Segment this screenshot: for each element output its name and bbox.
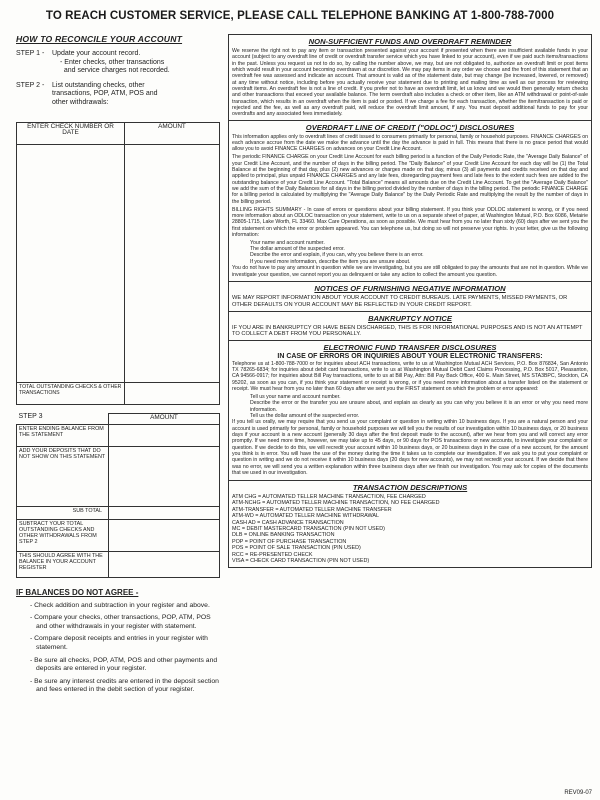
page-header: TO REACH CUSTOMER SERVICE, PLEASE CALL TELEPHONE BANKING AT 1-800-788-7000 [45, 10, 555, 22]
total-outstanding-label: TOTAL OUTSTANDING CHECKS & OTHER TRANSACTIONS [17, 382, 125, 404]
col-check-number: ENTER CHECK NUMBER OR DATE [17, 122, 125, 144]
step3-deposits-label: ADD YOUR DEPOSITS THAT DO NOT SHOW ON THIS STATEMENT [17, 446, 109, 506]
disagree-item: - Be sure any interest credits are entered in the deposit section and fees entered in the debit section of your register. [30, 677, 219, 694]
eft-item: Describe the error or the transfer you are unsure about, and explain as clearly as you can why you believe it is an error or why you need more information. [250, 400, 588, 413]
reconcile-title: HOW TO RECONCILE YOUR ACCOUNT [16, 34, 183, 44]
eft-item: Tell us the dollar amount of the suspected error. [250, 412, 360, 419]
nsf-title: NON-SUFFICIENT FUNDS AND OVERDRAFT REMINDER [308, 37, 512, 46]
check-number-entry-area[interactable] [17, 144, 125, 382]
step1-bullet-1: - Enter checks, other transactions [60, 58, 165, 66]
eft-para-1: Telephone us at 1-800-788-7000 or for inquiries about ACH transactions, write to us at Washington Mutual ACH Services, P.O. Box 876834, San Antonio TX 78265-6834; for inquiries about debit card transactions, write to us at Washington Mutual Debit Card Claims Processing, P.O. Box 5017, Pleasanton, CA 94566-0917; for inquiries about Bill Pay transactions, write to us at Bill Pay, Attn: Bill Pay Back Office, 400 E. Main Street, MS STA3BPC, Stockton, CA 95202, as soon as you can, if you think your statement or receipt is wrong, or if you need more information about a transfer listed on the statement or receipt. We must hear from you no later than 60 days after we sent you the FIRST statement on which the problem or error appeared: [232, 360, 588, 393]
odloc-para-1: This information applies only to overdraft lines of credit issued to consumers primarily for personal, family or household purposes. FINANCE CHARGES on each advance accrue from the date we make the advance until the day the advance is paid in full. This means that there is no grace period that would allow you to avoid FINANCE CHARGES on advances on your Credit Line Account. [232, 133, 588, 153]
check-amount-entry-area[interactable] [125, 144, 220, 382]
step3-table [16, 413, 220, 578]
odloc-item: Describe the error and explain, if you can, why you believe there is an error. [250, 252, 424, 259]
reconcile-column [16, 34, 220, 699]
step3-subtract-field[interactable] [109, 519, 220, 551]
odloc-item: If you need more information, describe the item you are unsure about. [250, 258, 411, 265]
step3-deposits-field[interactable] [109, 446, 220, 506]
nsf-text: We reserve the right not to pay any item or transaction presented against your account if presented when there are insufficient available funds in your account (subject to any overdraft line of credit or overdraft transfer service which you have linked to your account), even if we paid such items/transactions in the past. Unless you request us not to do so, by calling the number above, we may, but are not obligated to, authorize an overdraft limit or post items which would result in your account becoming overdrawn at our discretion. We may pay items in any order we choose and the front of this statement that an overdraft fee was assessed and indicate an account. That amount is valid as of the statement date, but may change (be increased, lowered, or removed) at any time without notice, including before you actually receive your statement due to printing and mailing time as well as our process for reviewing overdraft items. An overdraft fee is not a line of credit. If you prefer not to have an overdraft limit, let us know and we would then generally return checks and other transactions that exceed your available balance. The term overdraft also includes a check or other item, like an ATM withdrawal or point-of-sale transaction, which results in an overdraft when the item is paid or posted. If we charge a fee for each transaction, whether the item/transaction is paid or rejected and the fee, as well as any overdraft paid, will reduce the overdraft limit amount, if any. You must deposit additional funds to pay for your overdrafts and any associated fees immediately. [232, 48, 588, 118]
negative-info-text: WE MAY REPORT INFORMATION ABOUT YOUR ACCOUNT TO CREDIT BUREAUS. LATE PAYMENTS, MISSED PAYMENTS, OR OTHER DEFAULTS ON YOUR ACCOUNT MAY BE REFLECTED IN YOUR CREDIT REPORT. [232, 295, 568, 308]
bankruptcy-text: IF YOU ARE IN BANKRUPTCY OR HAVE BEEN DISCHARGED, THIS IS FOR INFORMATIONAL PURPOSES AND IS NOT AN ATTEMPT TO COLLECT A DEBT FROM YOU PERSONALLY. [232, 324, 583, 338]
outstanding-checks-table [16, 122, 220, 405]
bankruptcy-section [228, 312, 592, 341]
transactions-title: TRANSACTION DESCRIPTIONS [352, 482, 468, 492]
disagree-item: - Check addition and subtraction in your register and above. [30, 601, 210, 609]
odloc-item: The dollar amount of the suspected error. [250, 246, 345, 253]
eft-para-2: If you tell us orally, we may require that you send us your complaint or question in writing within 10 business days. If you are a natural person and your account is used primarily for personal, family or household purposes we will tell you the results of our investigation within 10 business days, or 20 business days if your account is a new account (generally 30 days after the first deposit made to the account), after we hear from you and will correct any error promptly. If we need more time, however, we may take up to 45 days, or 90 days for POS transactions or new accounts, to investigate your complaint or question. If we decide to do this, we will recredit your account within 10 business days, or 20 business days in the case of a new account, for the amount you think is in error. You will have the use of the money during the time it takes us to complete our investigation. If we ask you to put your complaint or question in writing and we do not receive it within 10 business days (20 days for new accounts), we may not recredit your account. If we decide that there was no error, we will send you a written explanation within three business days after we finish our investigation. You may ask for copies of the documents that we used in our investigation. [232, 419, 588, 477]
odloc-para-3: BILLING RIGHTS SUMMARY - In case of errors or questions about your billing statement. If you think your ODLOC statement is wrong, or if you need more information about an ODLOC transaction on your statement, write to us on a separate sheet of paper, at Washington Mutual, P.O. Box 6086, Metairie 28805-1715, Lake Worth, FL 33460. Max Care Operations, as soon as possible. We must hear from you no later than sixty (60) days after we sent you the first statement on which the error or problem appeared. You can telephone us, but doing so will not preserve your rights. In your letter, give us the following information: [232, 206, 588, 238]
step2 [16, 82, 220, 91]
transaction-item: ATM-WD = AUTOMATED TELLER MACHINE WITHDRAWAL [232, 513, 380, 520]
step3-ending-balance-label: ENTER ENDING BALANCE FROM THE STATEMENT [17, 424, 109, 446]
odloc-section [228, 121, 592, 283]
transactions-section [228, 481, 592, 568]
negative-info-section [228, 282, 592, 311]
odloc-body [229, 133, 591, 282]
transaction-item: POS = POINT OF SALE TRANSACTION (PIN USED) [232, 545, 361, 552]
odloc-para-2: The periodic FINANCE CHARGE on your Credit Line Account for each billing period is a function of the Daily Periodic Rate, the "Average Daily Balance" of your Credit Line Account, and the number of days in the billing period. The "Daily Balance" of your Credit Line Account for each day will be (1) the Total Balance at the beginning of that day, plus (2) new advances or charges made on that day, minus (3) all payments and credits received on that day and applied to principal, plus unpaid FINANCE CHARGES and any late fees, disregarding payment fees and late fees to the extent such fees are added to the outstanding balance of your Credit Line Account. "Total Balance" means all amounts due on the Credit Line Account. To get the "Average Daily Balance" we add the sum of the Daily Balances for all days in the billing period divided by the number of days in the billing period. The periodic FINANCE CHARGE for a billing period is calculated by multiplying the "Average Daily Balance" by the Daily Periodic Rate and multiplying the result by the number of days in the billing period. [232, 154, 588, 205]
total-outstanding-field[interactable] [125, 382, 220, 404]
step2-text: List outstanding checks, other [52, 81, 145, 89]
step2-line-2: other withdrawals: [52, 98, 109, 106]
eft-title: ELECTRONIC FUND TRANSFER DISCLOSURES [323, 342, 497, 352]
revision-code: REV09-07 [564, 790, 592, 796]
transaction-item: POP = POINT OF PURCHASE TRANSACTION [232, 538, 347, 545]
step1-bullet-2: and service charges not recorded. [63, 67, 170, 75]
transaction-item: CASH AD = CASH ADVANCE TRANSACTION [232, 519, 344, 526]
transactions-list [229, 493, 591, 567]
step3-label: STEP 3 [17, 413, 109, 424]
transaction-item: DLB = ONLINE BANKING TRANSACTION [232, 532, 335, 539]
odloc-title: OVERDRAFT LINE OF CREDIT ("ODLOC") DISCLOSURES [305, 122, 515, 132]
col-amount: AMOUNT [125, 122, 220, 144]
transaction-item: ATM CHG = AUTOMATED TELLER MACHINE TRANSACTION, FEE CHARGED [232, 493, 426, 500]
transaction-item: VISA = CHECK CARD TRANSACTION (PIN NOT USED) [232, 557, 370, 564]
eft-subtitle: IN CASE OF ERRORS OR INQUIRIES ABOUT YOUR ELECTRONIC TRANSFERS: [277, 352, 543, 360]
eft-body [229, 360, 591, 480]
step1 [16, 50, 220, 59]
eft-section [228, 341, 592, 481]
disagree-item: - Compare deposit receipts and entries in your register with statement. [30, 635, 208, 651]
odloc-item: Your name and account number. [250, 239, 325, 246]
step3-register-label: THIS SHOULD AGREE WITH THE BALANCE IN YOUR ACCOUNT REGISTER [17, 551, 109, 577]
disagree-list [16, 602, 220, 695]
transaction-item: MC = DEBIT MASTERCARD TRANSACTION (PIN NOT USED) [232, 525, 385, 532]
step2-line-1: transactions, POP, ATM, POS and [52, 90, 158, 98]
disagree-title: IF BALANCES DO NOT AGREE - [16, 587, 139, 597]
transaction-item: ATM-NCHG = AUTOMATED TELLER MACHINE TRANSACTION, NO FEE CHARGED [232, 500, 440, 507]
step3-amount-header: AMOUNT [109, 413, 220, 424]
negative-info-title: NOTICES OF FURNISHING NEGATIVE INFORMATION [314, 284, 506, 294]
step3-ending-balance-field[interactable] [109, 424, 220, 446]
step3-subtotal-field[interactable] [109, 506, 220, 519]
transaction-item: ATM-TRANSFER = AUTOMATED TELLER MACHINE TRANSFER [232, 506, 392, 513]
disagree-item: - Compare your checks, other transactions, POP, ATM, POS and other withdrawals in your register with statement. [30, 614, 211, 630]
step2-label: STEP 2 - [16, 81, 45, 89]
step1-text: Update your account record. [52, 50, 141, 57]
step3-subtotal-label: SUB TOTAL [17, 506, 109, 519]
odloc-para-4: You do not have to pay any amount in question while we are investigating, but you are still obligated to pay the amounts that are not in question. While we investigate your question, we cannot report you as delinquent or take any action to collect the amount you question. [232, 265, 588, 278]
nsf-section [228, 34, 592, 121]
step1-label: STEP 1 - [16, 50, 45, 57]
step3-register-field[interactable] [109, 551, 220, 577]
transaction-item: RCC = RE-PRESENTED CHECK [232, 551, 313, 558]
disclosures-column [228, 34, 592, 568]
bankruptcy-title: BANKRUPTCY NOTICE [368, 313, 452, 323]
eft-item: Tell us your name and account number. [250, 393, 341, 400]
step3-subtract-label: SUBTRACT YOUR TOTAL OUTSTANDING CHECKS AND OTHER WITHDRAWALS FROM STEP 2 [17, 519, 109, 551]
disagree-item: - Be sure all checks, POP, ATM, POS and other payments and deposits are entered in your register. [30, 656, 218, 673]
